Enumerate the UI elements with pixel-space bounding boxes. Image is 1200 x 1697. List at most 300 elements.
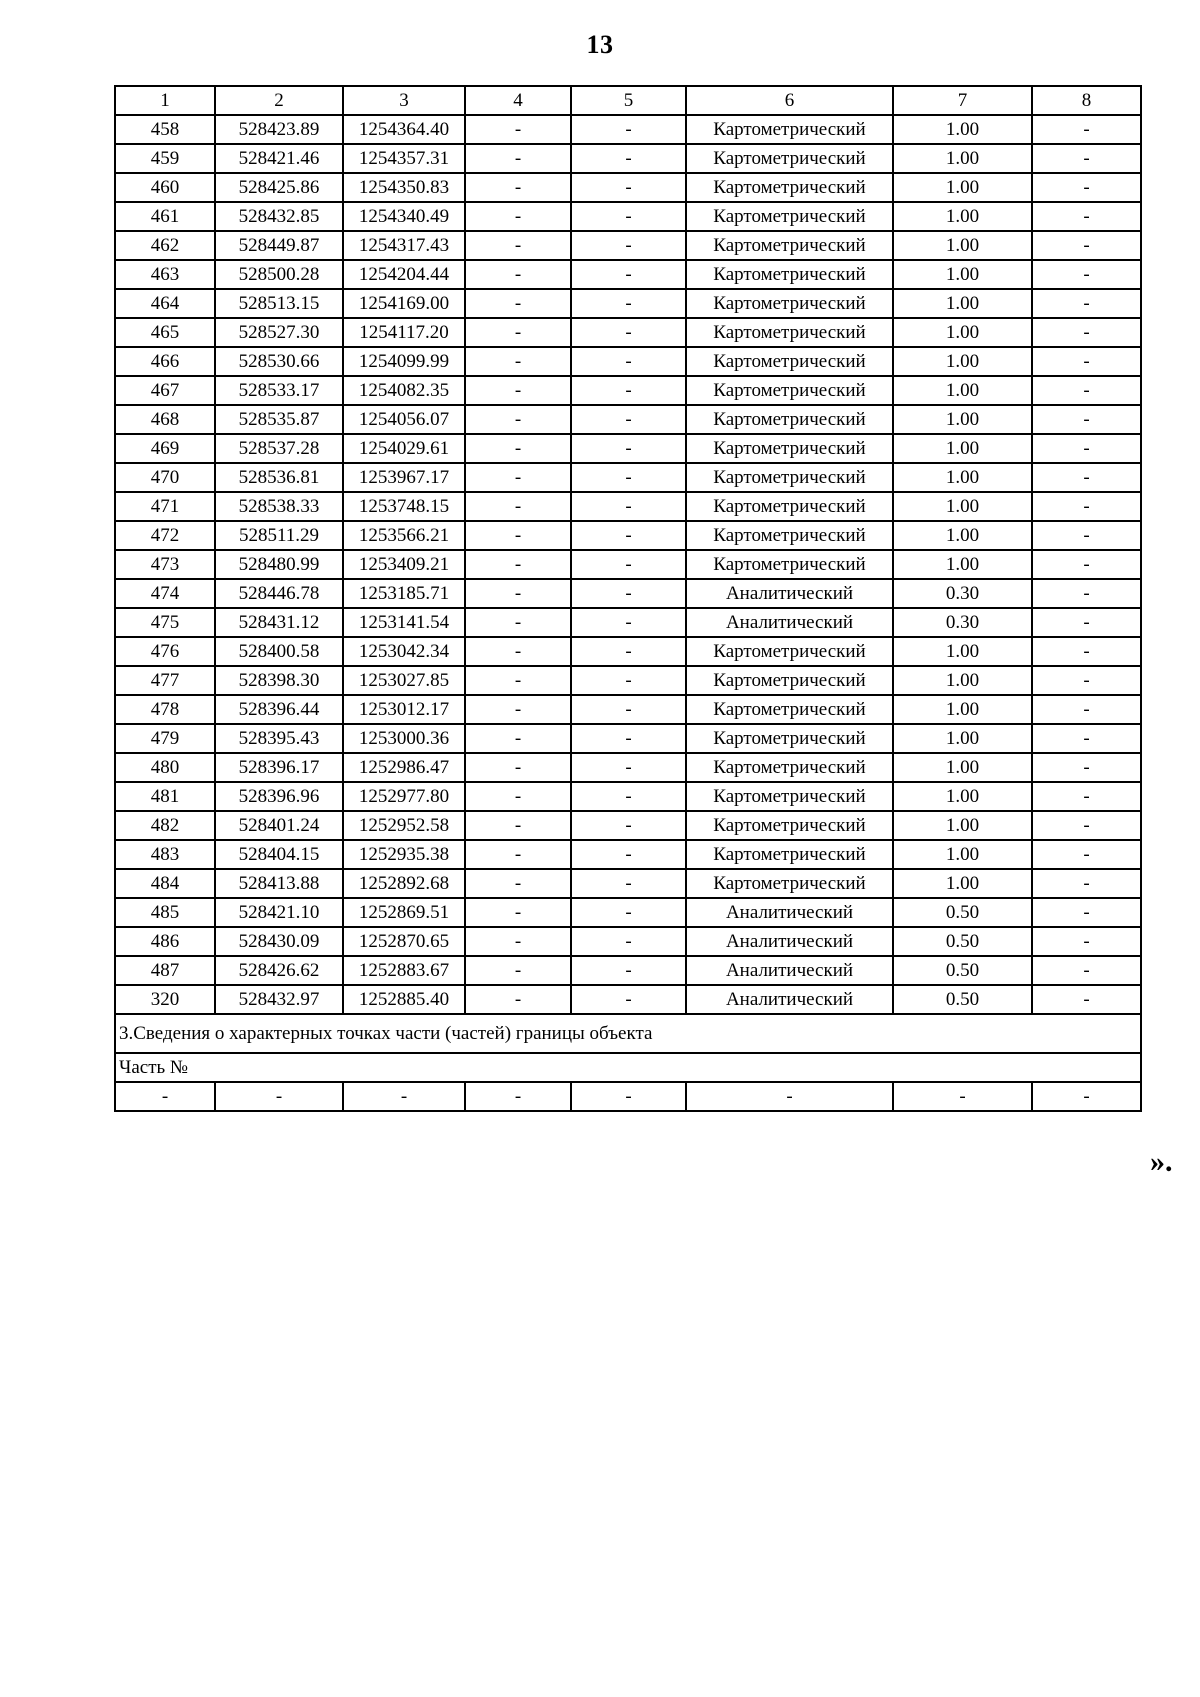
table-cell: - (465, 898, 571, 927)
table-row (115, 724, 1141, 753)
table-cell: 528396.96 (215, 782, 343, 811)
table-row (115, 289, 1141, 318)
table-cell: 472 (115, 521, 215, 550)
table-cell: 1.00 (893, 115, 1032, 144)
table-cell: 482 (115, 811, 215, 840)
table-cell: 465 (115, 318, 215, 347)
table-row (115, 695, 1141, 724)
table-cell: 1.00 (893, 492, 1032, 521)
table-cell: 1252869.51 (343, 898, 465, 927)
table-cell: - (1032, 724, 1141, 753)
table-cell: 1253566.21 (343, 521, 465, 550)
table-cell: - (571, 869, 686, 898)
table-cell: - (571, 434, 686, 463)
table-cell: Аналитический (686, 927, 893, 956)
table-cell: - (465, 405, 571, 434)
table-row (115, 347, 1141, 376)
table-cell: 1.00 (893, 550, 1032, 579)
table-cell: - (1032, 521, 1141, 550)
table-cell: - (571, 173, 686, 202)
table-row (115, 811, 1141, 840)
table-cell: - (1032, 811, 1141, 840)
table-cell: 1.00 (893, 666, 1032, 695)
table-cell: Картометрический (686, 695, 893, 724)
table-cell: Картометрический (686, 840, 893, 869)
table-cell: 1.00 (893, 318, 1032, 347)
table-cell: 528511.29 (215, 521, 343, 550)
table-cell: 1.00 (893, 637, 1032, 666)
table-cell: - (1032, 840, 1141, 869)
table-cell: 528421.10 (215, 898, 343, 927)
page-number: 13 (586, 30, 614, 59)
table-cell: 484 (115, 869, 215, 898)
table-cell: 1254204.44 (343, 260, 465, 289)
table-cell: - (571, 927, 686, 956)
table-cell: - (465, 550, 571, 579)
table-cell: 5 (571, 86, 686, 115)
table-cell: - (571, 463, 686, 492)
table-cell: 528500.28 (215, 260, 343, 289)
table-cell: - (465, 637, 571, 666)
table-cell: 1254169.00 (343, 289, 465, 318)
table-cell: 528432.85 (215, 202, 343, 231)
table-cell: 470 (115, 463, 215, 492)
table-row (115, 666, 1141, 695)
table-cell: - (571, 579, 686, 608)
table-row (115, 144, 1141, 173)
table-cell: 461 (115, 202, 215, 231)
table-cell: - (1032, 405, 1141, 434)
table-cell: Картометрический (686, 434, 893, 463)
table-cell: 1254029.61 (343, 434, 465, 463)
table-cell: 1.00 (893, 231, 1032, 260)
table-cell: - (571, 898, 686, 927)
table-cell: - (571, 985, 686, 1014)
table-cell: - (1032, 782, 1141, 811)
table-row (115, 550, 1141, 579)
table-cell: - (215, 1082, 343, 1111)
table-cell: Картометрический (686, 260, 893, 289)
table-cell: 1252883.67 (343, 956, 465, 985)
table-cell: - (1032, 579, 1141, 608)
table-cell: - (571, 753, 686, 782)
table-cell: 463 (115, 260, 215, 289)
table-cell: - (1032, 898, 1141, 927)
table-cell: Аналитический (686, 898, 893, 927)
table-cell: - (465, 144, 571, 173)
table-cell: Картометрический (686, 289, 893, 318)
table-cell: - (465, 811, 571, 840)
section-title-row (115, 1014, 1141, 1053)
table-cell: 528513.15 (215, 289, 343, 318)
table-cell: Картометрический (686, 753, 893, 782)
table-cell: 8 (1032, 86, 1141, 115)
table-cell: 528396.44 (215, 695, 343, 724)
table-cell: Картометрический (686, 492, 893, 521)
table-cell: 0.50 (893, 927, 1032, 956)
table-cell: - (1032, 318, 1141, 347)
table-cell: 1253748.15 (343, 492, 465, 521)
table-row (115, 927, 1141, 956)
table-cell: - (571, 260, 686, 289)
table-cell: - (1032, 260, 1141, 289)
table-cell: 1252892.68 (343, 869, 465, 898)
table-cell: 474 (115, 579, 215, 608)
table-cell: 467 (115, 376, 215, 405)
table-cell: 475 (115, 608, 215, 637)
table-cell: - (465, 463, 571, 492)
section-title: 3.Сведения о характерных точках части (частей) границы объекта (115, 1014, 1141, 1053)
table-cell: Картометрический (686, 782, 893, 811)
table-cell: - (571, 115, 686, 144)
table-cell: 6 (686, 86, 893, 115)
table-cell: - (465, 985, 571, 1014)
table-cell: 1.00 (893, 753, 1032, 782)
table-row (115, 376, 1141, 405)
table-cell: Аналитический (686, 985, 893, 1014)
table-row (115, 840, 1141, 869)
table-cell: 528400.58 (215, 637, 343, 666)
table-cell: - (465, 434, 571, 463)
table-cell: 528423.89 (215, 115, 343, 144)
table-cell: Картометрический (686, 666, 893, 695)
table-cell: - (1032, 927, 1141, 956)
table-cell: 528401.24 (215, 811, 343, 840)
table-cell: - (1032, 144, 1141, 173)
table-cell: - (1032, 956, 1141, 985)
table-cell: - (465, 347, 571, 376)
table-cell: 1 (115, 86, 215, 115)
table-cell: - (465, 695, 571, 724)
table-row (115, 260, 1141, 289)
table-row (115, 753, 1141, 782)
part-label-row (115, 1053, 1141, 1082)
table-cell: - (465, 1082, 571, 1111)
table-row (115, 173, 1141, 202)
table-cell: - (465, 260, 571, 289)
table-cell: 528404.15 (215, 840, 343, 869)
table-cell: - (1032, 289, 1141, 318)
part-label: Часть № (115, 1053, 1141, 1082)
table-cell: 7 (893, 86, 1032, 115)
table-cell: - (465, 666, 571, 695)
table-cell: 469 (115, 434, 215, 463)
table-header-row (115, 86, 1141, 115)
table-cell: 4 (465, 86, 571, 115)
table-cell: 2 (215, 86, 343, 115)
table-cell: - (571, 202, 686, 231)
table-cell: 1.00 (893, 521, 1032, 550)
table-cell: - (1032, 202, 1141, 231)
table-cell: - (465, 927, 571, 956)
table-cell: 1253000.36 (343, 724, 465, 753)
table-cell: - (465, 521, 571, 550)
table-cell: Аналитический (686, 956, 893, 985)
coordinates-table (114, 85, 1142, 1112)
table-cell: 1253042.34 (343, 637, 465, 666)
table-cell: 486 (115, 927, 215, 956)
table-cell: - (1032, 434, 1141, 463)
table-cell: 1253141.54 (343, 608, 465, 637)
table-cell: - (571, 840, 686, 869)
table-cell: Картометрический (686, 869, 893, 898)
table-cell: - (571, 405, 686, 434)
table-cell: - (571, 318, 686, 347)
table-cell: 483 (115, 840, 215, 869)
table-cell: 1.00 (893, 202, 1032, 231)
table-cell: 3 (343, 86, 465, 115)
table-cell: Картометрический (686, 347, 893, 376)
table-cell: 0.30 (893, 579, 1032, 608)
table-cell: - (1032, 608, 1141, 637)
table-cell: 479 (115, 724, 215, 753)
table-cell: - (465, 173, 571, 202)
table-cell: - (465, 782, 571, 811)
table-cell: 1252977.80 (343, 782, 465, 811)
table-cell: 1252870.65 (343, 927, 465, 956)
table-row (115, 985, 1141, 1014)
table-cell: 1252935.38 (343, 840, 465, 869)
table-cell: - (571, 376, 686, 405)
table-cell: - (465, 115, 571, 144)
table-cell: Картометрический (686, 115, 893, 144)
table-cell: - (465, 289, 571, 318)
table-cell: - (1032, 231, 1141, 260)
table-row (115, 318, 1141, 347)
table-cell: - (465, 753, 571, 782)
table-row (115, 434, 1141, 463)
table-row (115, 782, 1141, 811)
table-cell: - (571, 289, 686, 318)
table-cell: - (571, 811, 686, 840)
table-cell: 466 (115, 347, 215, 376)
table-cell: - (465, 840, 571, 869)
table-cell: 1.00 (893, 724, 1032, 753)
table-cell: 487 (115, 956, 215, 985)
table-cell: 528396.17 (215, 753, 343, 782)
table-cell: 528449.87 (215, 231, 343, 260)
table-row (115, 637, 1141, 666)
table-cell: 1.00 (893, 289, 1032, 318)
table-cell: - (465, 202, 571, 231)
table-cell: 528533.17 (215, 376, 343, 405)
table-cell: - (571, 666, 686, 695)
table-cell: 480 (115, 753, 215, 782)
table-cell: 528395.43 (215, 724, 343, 753)
table-cell: - (1032, 869, 1141, 898)
table-cell: Картометрический (686, 405, 893, 434)
table-row (115, 231, 1141, 260)
table-cell: 1.00 (893, 434, 1032, 463)
table-cell: - (571, 695, 686, 724)
table-row (115, 956, 1141, 985)
table-cell: Картометрический (686, 318, 893, 347)
table-cell: 1254099.99 (343, 347, 465, 376)
table-cell: - (571, 231, 686, 260)
table-cell: 528446.78 (215, 579, 343, 608)
table-cell: - (1032, 985, 1141, 1014)
table-cell: 1254317.43 (343, 231, 465, 260)
table-cell: 1.00 (893, 782, 1032, 811)
table-cell: 1.00 (893, 144, 1032, 173)
table-cell: - (343, 1082, 465, 1111)
table-cell: 1254082.35 (343, 376, 465, 405)
table-cell: 1.00 (893, 405, 1032, 434)
table-row (115, 115, 1141, 144)
table-cell: 1.00 (893, 173, 1032, 202)
table-cell: - (1032, 753, 1141, 782)
table-cell: Картометрический (686, 173, 893, 202)
table-cell: - (465, 579, 571, 608)
table-cell: 528413.88 (215, 869, 343, 898)
table-cell: 1.00 (893, 811, 1032, 840)
table-cell: - (571, 1082, 686, 1111)
table-cell: 460 (115, 173, 215, 202)
table-cell: - (465, 231, 571, 260)
table-cell: Аналитический (686, 608, 893, 637)
table-cell: - (1032, 1082, 1141, 1111)
table-cell: 0.50 (893, 985, 1032, 1014)
table-cell: - (1032, 115, 1141, 144)
table-cell: - (465, 376, 571, 405)
table-row (115, 463, 1141, 492)
table-cell: 1254117.20 (343, 318, 465, 347)
table-cell: 1252952.58 (343, 811, 465, 840)
table-cell: 1253409.21 (343, 550, 465, 579)
table-cell: 1254056.07 (343, 405, 465, 434)
table-cell: 528538.33 (215, 492, 343, 521)
table-cell: 1253012.17 (343, 695, 465, 724)
table-cell: Картометрический (686, 724, 893, 753)
table-cell: 478 (115, 695, 215, 724)
table-cell: 1252885.40 (343, 985, 465, 1014)
table-cell: 473 (115, 550, 215, 579)
table-cell: 0.50 (893, 898, 1032, 927)
table-cell: 1252986.47 (343, 753, 465, 782)
table-row (115, 405, 1141, 434)
table-cell: 481 (115, 782, 215, 811)
table-cell: 1.00 (893, 376, 1032, 405)
table-cell: - (893, 1082, 1032, 1111)
table-cell: - (115, 1082, 215, 1111)
table-cell: - (571, 956, 686, 985)
table-row (115, 608, 1141, 637)
table-cell: 0.30 (893, 608, 1032, 637)
table-cell: 0.50 (893, 956, 1032, 985)
table-cell: Картометрический (686, 811, 893, 840)
table-cell: 1254364.40 (343, 115, 465, 144)
table-cell: - (1032, 637, 1141, 666)
table-cell: - (1032, 666, 1141, 695)
table-cell: 462 (115, 231, 215, 260)
table-cell: - (1032, 347, 1141, 376)
table-cell: 485 (115, 898, 215, 927)
table-cell: 1254357.31 (343, 144, 465, 173)
table-cell: 1.00 (893, 260, 1032, 289)
table-cell: - (465, 492, 571, 521)
table-body (115, 86, 1141, 1111)
table-cell: 528432.97 (215, 985, 343, 1014)
table-cell: Картометрический (686, 202, 893, 231)
table-row (115, 521, 1141, 550)
table-cell: 458 (115, 115, 215, 144)
table-cell: 528536.81 (215, 463, 343, 492)
table-cell: Картометрический (686, 463, 893, 492)
table-cell: - (1032, 376, 1141, 405)
table-cell: 464 (115, 289, 215, 318)
table-cell: Картометрический (686, 521, 893, 550)
table-cell: - (571, 637, 686, 666)
table-row (115, 898, 1141, 927)
table-cell: Аналитический (686, 579, 893, 608)
table-cell: 528421.46 (215, 144, 343, 173)
table-cell: - (686, 1082, 893, 1111)
table-cell: Картометрический (686, 376, 893, 405)
part-data-row (115, 1082, 1141, 1111)
table-cell: Картометрический (686, 550, 893, 579)
table-cell: 528398.30 (215, 666, 343, 695)
table-cell: - (571, 550, 686, 579)
table-cell: - (1032, 463, 1141, 492)
table-row (115, 492, 1141, 521)
closing-quote-mark: ». (1150, 1145, 1173, 1178)
table-cell: 476 (115, 637, 215, 666)
table-cell: Картометрический (686, 144, 893, 173)
table-cell: 1254350.83 (343, 173, 465, 202)
table-cell: - (465, 956, 571, 985)
table-cell: 320 (115, 985, 215, 1014)
table-cell: 1.00 (893, 463, 1032, 492)
table-cell: Картометрический (686, 231, 893, 260)
table-cell: - (571, 782, 686, 811)
table-cell: - (571, 347, 686, 376)
table-cell: 1253027.85 (343, 666, 465, 695)
table-cell: 528425.86 (215, 173, 343, 202)
table-cell: 1253967.17 (343, 463, 465, 492)
table-cell: 477 (115, 666, 215, 695)
table-cell: - (1032, 695, 1141, 724)
table-cell: 1.00 (893, 347, 1032, 376)
table-cell: 468 (115, 405, 215, 434)
table-cell: 528426.62 (215, 956, 343, 985)
table-cell: 1.00 (893, 840, 1032, 869)
table-cell: - (465, 724, 571, 753)
table-cell: 528537.28 (215, 434, 343, 463)
table-cell: 528527.30 (215, 318, 343, 347)
table-cell: 528535.87 (215, 405, 343, 434)
table-cell: 1253185.71 (343, 579, 465, 608)
table-cell: - (1032, 550, 1141, 579)
table-cell: - (571, 521, 686, 550)
table-row (115, 202, 1141, 231)
table-row (115, 869, 1141, 898)
table-cell: - (1032, 492, 1141, 521)
table-cell: 528431.12 (215, 608, 343, 637)
table-cell: 528530.66 (215, 347, 343, 376)
table-cell: - (571, 608, 686, 637)
table-cell: - (571, 724, 686, 753)
table-cell: - (571, 144, 686, 173)
table-cell: 528480.99 (215, 550, 343, 579)
table-row (115, 579, 1141, 608)
table-cell: 1.00 (893, 869, 1032, 898)
table-cell: - (465, 318, 571, 347)
table-cell: 471 (115, 492, 215, 521)
table-cell: - (1032, 173, 1141, 202)
table-cell: 1.00 (893, 695, 1032, 724)
table-cell: 459 (115, 144, 215, 173)
table-cell: - (465, 869, 571, 898)
